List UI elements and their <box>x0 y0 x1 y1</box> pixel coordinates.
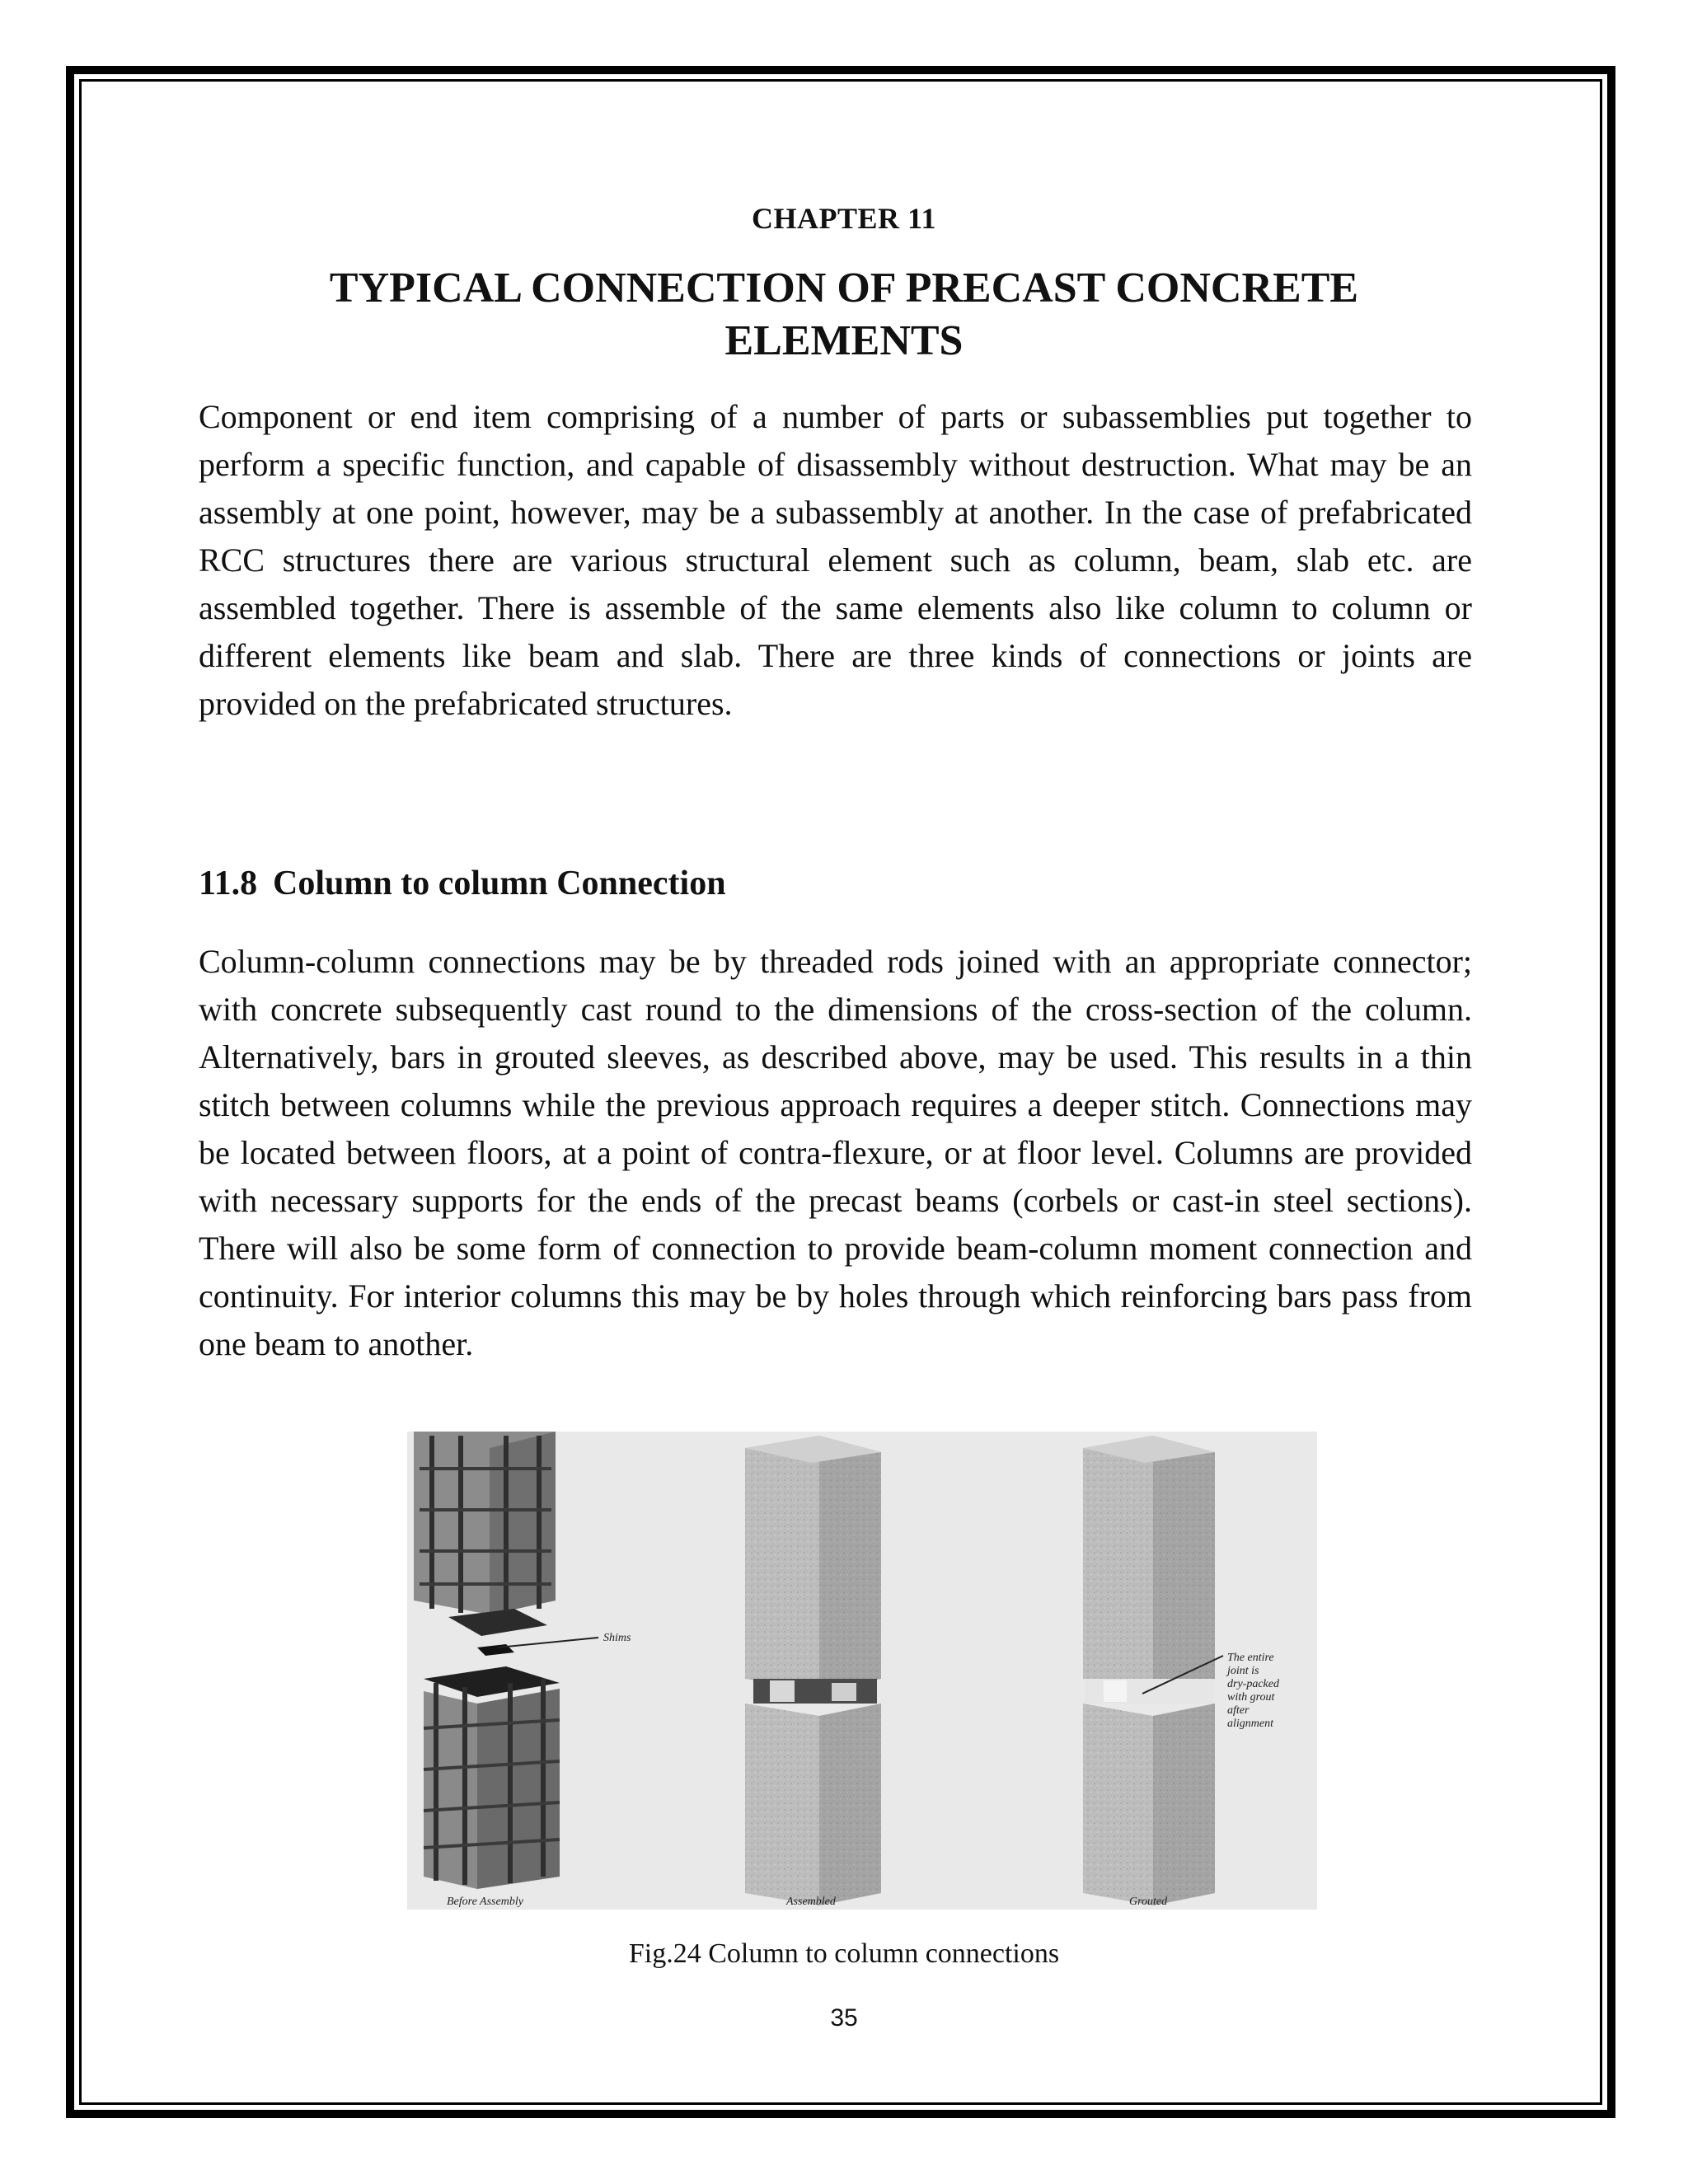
label-grouted: Grouted <box>1129 1896 1168 1908</box>
page-number: 35 <box>830 2004 858 2032</box>
label-note-2: joint is <box>1227 1665 1259 1677</box>
section-title: Column to column Connection <box>273 865 726 902</box>
assembled-illustration <box>745 1436 881 1905</box>
label-note-1: The entire <box>1227 1652 1274 1664</box>
label-note-3: dry-packed <box>1227 1678 1279 1690</box>
column-connection-illustration <box>407 1432 1317 1910</box>
label-shims: Shims <box>603 1632 631 1644</box>
label-note-6: alignment <box>1227 1718 1273 1730</box>
section-number: 11.8 <box>199 865 258 902</box>
section-paragraph: Column-column connections may be by threaded rods joined with an appropriate connector; with concrete subsequently cast round to the dimensions of the cross-section of the column. Alternatively, bars in grouted sleeves, as described above, may be used. This results in a thin stitch between columns while the previous approach requires a deeper stitch. Connections may be located between floors, at a point of contra-flexure, or at floor level. Columns are provided with necessary supports for the ends of the precast beams (corbels or cast-in steel sections). There will also be some form of connection to provide beam-column moment connection and continuity. For interior columns this may be by holes through which reinforcing bars pass from one beam to another. <box>199 943 1472 1362</box>
column-connection-figure <box>407 1432 1317 1910</box>
grouted-illustration <box>1083 1436 1223 1905</box>
before-assembly-illustration <box>414 1432 598 1889</box>
chapter-label: CHAPTER 11 <box>751 202 937 235</box>
label-before-assembly: Before Assembly <box>447 1896 523 1908</box>
intro-paragraph: Component or end item comprising of a number of parts or subassemblies put together to perform a specific function, and capable of disassembly without destruction. What may be an assembly at one point, however, may be a subassembly at another. In the case of prefabricated RCC structures there are various structural element such as column, beam, slab etc. are assembled together. There is assemble of the same elements also like column to column or different elements like beam and slab. There are three kinds of connections or joints are provided on the prefabricated structures. <box>199 398 1472 722</box>
label-assembled: Assembled <box>786 1896 836 1908</box>
chapter-title: TYPICAL CONNECTION OF PRECAST CONCRETE ELEMENTS <box>329 265 1359 364</box>
section-heading <box>199 864 726 903</box>
label-note-5: after <box>1227 1704 1250 1717</box>
figure-caption: Fig.24 Column to column connections <box>628 1938 1060 1969</box>
label-note-4: with grout <box>1227 1691 1275 1704</box>
